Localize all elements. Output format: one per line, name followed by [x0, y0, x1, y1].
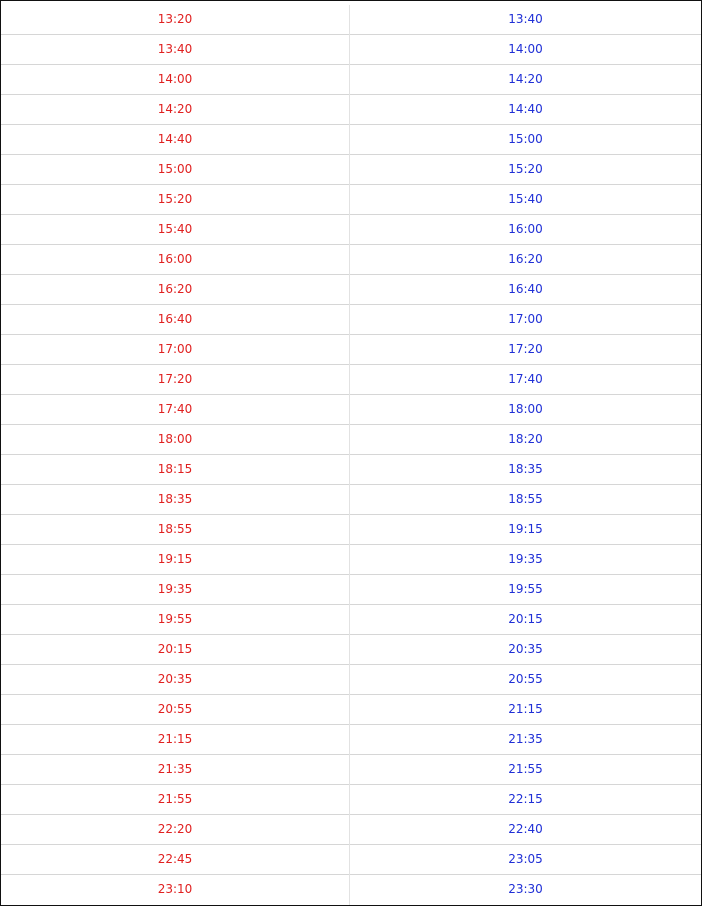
- arrival-time-cell: 15:40: [508, 192, 543, 206]
- departure-time-cell: 14:00: [1, 65, 350, 95]
- departure-time-cell: 22:20: [1, 815, 350, 845]
- arrival-time-cell: 20:55: [508, 672, 543, 686]
- arrival-time-cell: 19:55: [508, 582, 543, 596]
- table-row: [1, 125, 701, 155]
- departure-time-cell: 17:40: [1, 395, 350, 425]
- timetable-rows: [1, 5, 701, 905]
- departure-time-cell: 21:35: [1, 755, 350, 785]
- arrival-time-cell: 23:05: [508, 852, 543, 866]
- arrival-time-cell: 14:00: [508, 42, 543, 56]
- arrival-time-cell: 17:40: [508, 372, 543, 386]
- arrival-time-cell: 21:55: [508, 762, 543, 776]
- arrival-time-cell: 18:35: [508, 462, 543, 476]
- table-row: [1, 245, 701, 275]
- arrival-time-cell: 23:30: [508, 882, 543, 896]
- arrival-time-cell: 14:40: [508, 102, 543, 116]
- departure-time-cell: 16:40: [1, 305, 350, 335]
- departure-time-cell: 16:20: [1, 275, 350, 305]
- departure-time-cell: 20:15: [1, 635, 350, 665]
- departure-time-cell: 14:40: [1, 125, 350, 155]
- arrival-time-cell: 21:15: [508, 702, 543, 716]
- departure-time-cell: 17:00: [1, 335, 350, 365]
- table-row: [1, 725, 701, 755]
- arrival-time-cell: 18:00: [508, 402, 543, 416]
- table-row: [1, 335, 701, 365]
- arrival-time-cell: 13:40: [508, 12, 543, 26]
- table-row: [1, 185, 701, 215]
- departure-time-cell: 19:55: [1, 605, 350, 635]
- table-row: [1, 215, 701, 245]
- table-row: [1, 755, 701, 785]
- departure-time-cell: 17:20: [1, 365, 350, 395]
- table-row: [1, 95, 701, 125]
- departure-time-cell: 15:00: [1, 155, 350, 185]
- table-row: [1, 155, 701, 185]
- arrival-time-cell: 20:15: [508, 612, 543, 626]
- table-row: [1, 305, 701, 335]
- table-row: [1, 485, 701, 515]
- arrival-time-cell: 22:40: [508, 822, 543, 836]
- table-row: [1, 515, 701, 545]
- arrival-time-cell: 19:35: [508, 552, 543, 566]
- table-row: [1, 365, 701, 395]
- departure-time-cell: 20:55: [1, 695, 350, 725]
- arrival-time-cell: 21:35: [508, 732, 543, 746]
- departure-time-cell: 18:35: [1, 485, 350, 515]
- table-row: [1, 395, 701, 425]
- table-row: [1, 845, 701, 875]
- arrival-time-cell: 17:00: [508, 312, 543, 326]
- table-row: [1, 5, 701, 35]
- departure-time-cell: 19:35: [1, 575, 350, 605]
- table-row: [1, 575, 701, 605]
- departure-time-cell: 19:15: [1, 545, 350, 575]
- departure-time-cell: 18:00: [1, 425, 350, 455]
- arrival-time-cell: 17:20: [508, 342, 543, 356]
- arrival-time-cell: 19:15: [508, 522, 543, 536]
- departure-time-cell: 14:20: [1, 95, 350, 125]
- departure-time-cell: 13:40: [1, 35, 350, 65]
- departure-time-cell: 23:10: [1, 875, 350, 905]
- table-row: [1, 785, 701, 815]
- table-row: [1, 665, 701, 695]
- departure-time-cell: 15:20: [1, 185, 350, 215]
- departure-time-cell: 22:45: [1, 845, 350, 875]
- departure-time-cell: 18:15: [1, 455, 350, 485]
- table-row: [1, 695, 701, 725]
- departure-time-cell: 21:55: [1, 785, 350, 815]
- table-row: [1, 545, 701, 575]
- arrival-time-cell: 22:15: [508, 792, 543, 806]
- arrival-time-cell: 14:20: [508, 72, 543, 86]
- table-row: [1, 425, 701, 455]
- departure-time-cell: 13:20: [1, 5, 350, 35]
- arrival-time-cell: 16:40: [508, 282, 543, 296]
- arrival-time-cell: 16:00: [508, 222, 543, 236]
- arrival-time-cell: 18:55: [508, 492, 543, 506]
- arrival-time-cell: 15:00: [508, 132, 543, 146]
- arrival-time-cell: 20:35: [508, 642, 543, 656]
- table-row: [1, 65, 701, 95]
- arrival-time-cell: 18:20: [508, 432, 543, 446]
- table-row: [1, 815, 701, 845]
- table-row: [1, 35, 701, 65]
- table-row: [1, 875, 701, 905]
- table-row: [1, 275, 701, 305]
- table-row: [1, 635, 701, 665]
- departure-time-cell: 18:55: [1, 515, 350, 545]
- departure-time-cell: 16:00: [1, 245, 350, 275]
- table-row: [1, 455, 701, 485]
- arrival-time-cell: 16:20: [508, 252, 543, 266]
- table-row: [1, 605, 701, 635]
- departure-time-cell: 20:35: [1, 665, 350, 695]
- departure-time-cell: 15:40: [1, 215, 350, 245]
- arrival-time-cell: 15:20: [508, 162, 543, 176]
- departure-time-cell: 21:15: [1, 725, 350, 755]
